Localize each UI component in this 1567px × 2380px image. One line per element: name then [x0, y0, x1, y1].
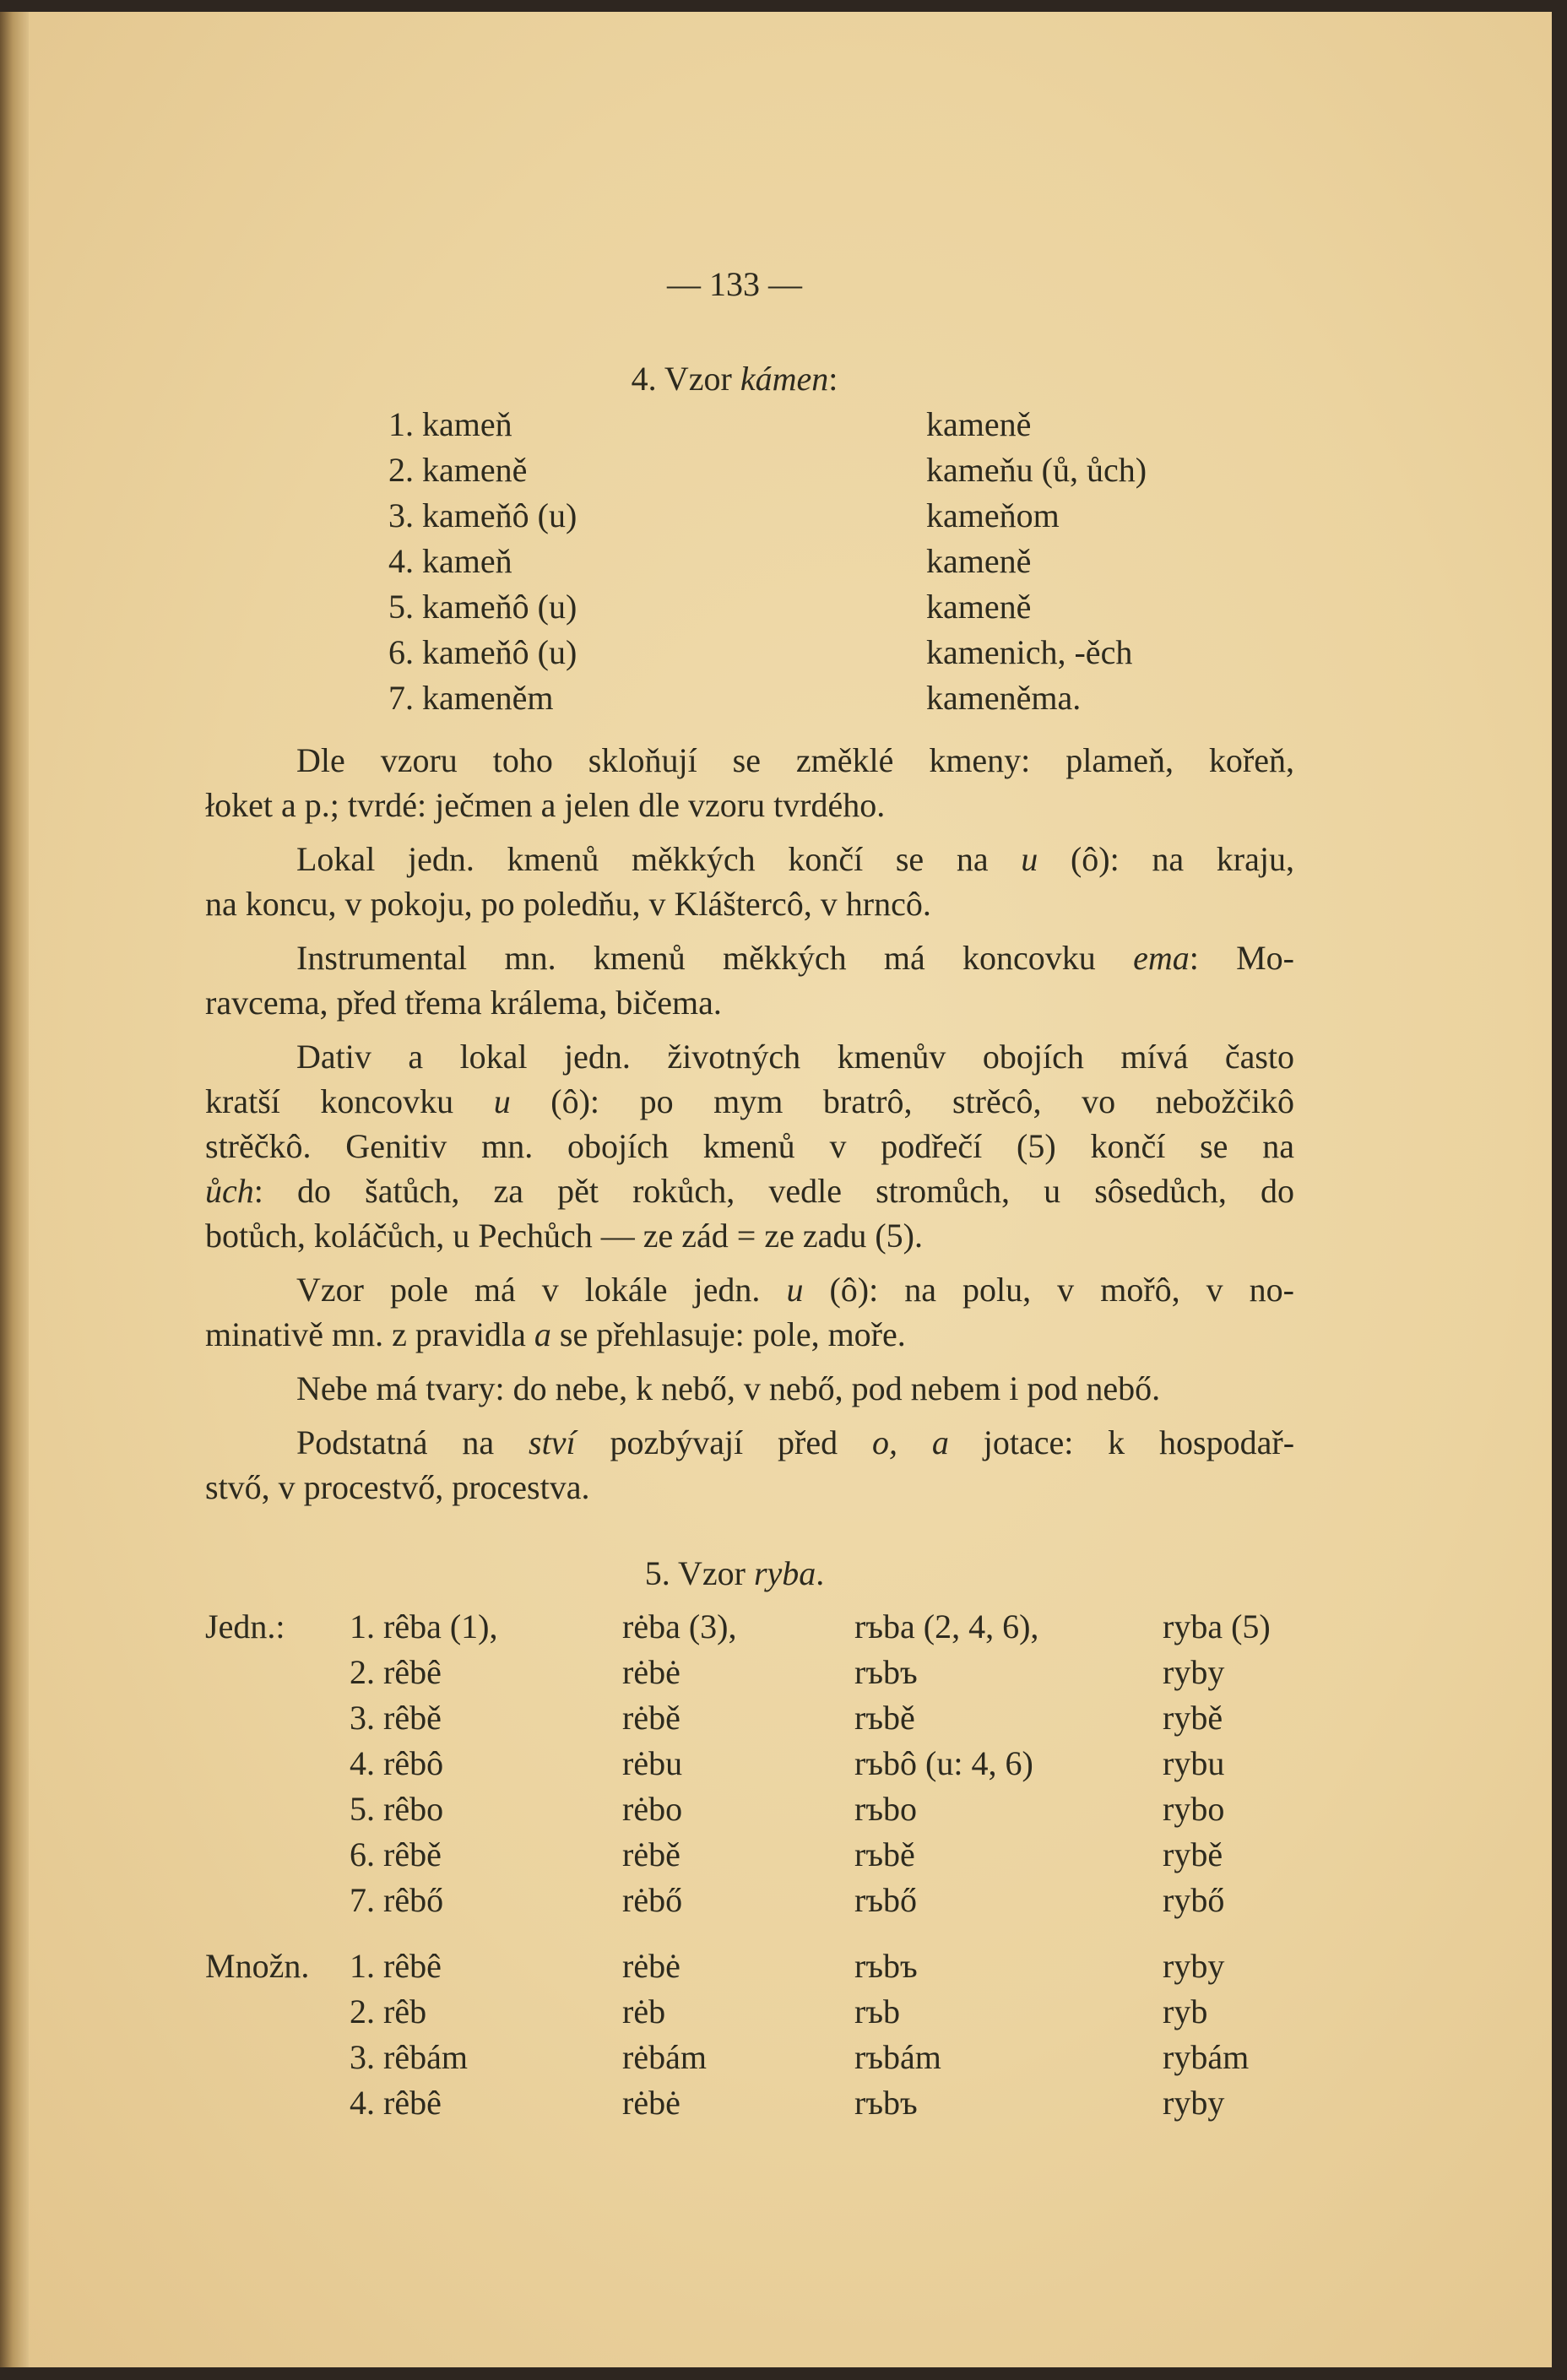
dialect-form-col-3: rъbě [854, 1699, 915, 1737]
dialect-form-col-2: rėbám [622, 2038, 707, 2076]
paragraph [205, 1366, 1294, 1411]
dialect-form-col-4: ryb [1163, 1992, 1208, 2030]
text-segment: : do šatůch, za pět rokůch, vedle stromůch, u sôsedůch, do [253, 1172, 1294, 1210]
text-segment: na koncu, v pokoju, po poledňu, v Kláštercô, v hrncô. [205, 885, 931, 923]
italic-term: ství [529, 1423, 576, 1461]
text-segment: minativě mn. z pravidla [205, 1315, 534, 1353]
dialect-form-col-2: rėb [622, 1992, 666, 2030]
dialect-form-col-3: rъbô (u: 4, 6) [854, 1744, 1033, 1782]
dialect-form-col-3: rъbъ [854, 1947, 918, 1985]
heading-prefix: 4. Vzor [631, 360, 740, 398]
dialect-form-col-1: 1. rêbê [350, 1947, 442, 1985]
paragraph [205, 837, 1294, 926]
text-line [205, 1168, 1294, 1213]
text-segment: Vzor pole má v lokále jedn. [296, 1271, 787, 1309]
text-line [205, 980, 1294, 1025]
italic-term: u [1021, 840, 1038, 878]
paragraph [205, 1267, 1294, 1357]
plural-form: kameně [926, 542, 1032, 580]
heading-word: ryba [753, 1554, 816, 1592]
singular-form: 4. kameň [388, 542, 512, 580]
text-segment: strěčkô. Genitiv mn. obojích kmenů v podřečí (5) končí se na [205, 1127, 1294, 1165]
dialect-form-col-2: rėba (3), [622, 1607, 737, 1645]
dialect-form-col-1: 3. rêbě [350, 1699, 442, 1737]
dialect-form-col-4: ryby [1163, 1653, 1225, 1691]
paragraph [205, 935, 1294, 1025]
kamen-heading [0, 356, 1469, 402]
text-line [205, 1267, 1294, 1312]
text-segment: Podstatná na [296, 1423, 529, 1461]
text-segment: kratší koncovku [205, 1082, 494, 1120]
plural-form: kameňom [926, 496, 1060, 534]
text-line [205, 1213, 1294, 1258]
text-segment: : Mo- [1189, 939, 1294, 977]
plural-form: kameňu (ů, ůch) [926, 451, 1147, 489]
singular-form: 5. kameňô (u) [388, 588, 577, 626]
text-line [205, 1312, 1294, 1357]
text-segment: (ô): na polu, v mořô, v no- [803, 1271, 1295, 1309]
italic-term: o, a [871, 1423, 949, 1461]
text-line [205, 1366, 1294, 1411]
dialect-form-col-3: rъbo [854, 1790, 918, 1828]
text-line [205, 1079, 1294, 1124]
dialect-form-col-4: rybő [1163, 1881, 1225, 1919]
dialect-form-col-3: rъbъ [854, 1653, 918, 1691]
dialect-form-col-4: rybě [1163, 1699, 1223, 1737]
dialect-form-col-2: rėbė [622, 1653, 680, 1691]
text-segment: ravcema, před třema králema, bičema. [205, 984, 722, 1022]
italic-term: u [786, 1271, 804, 1309]
text-segment: botůch, koláčůch, u Pechůch — ze zád = ze zadu (5). [205, 1217, 923, 1255]
dialect-form-col-2: rėbě [622, 1835, 680, 1873]
dialect-form-col-4: rybu [1163, 1744, 1225, 1782]
singular-form: 3. kameňô (u) [388, 496, 577, 534]
singular-form: 7. kameněm [388, 679, 554, 717]
italic-term: ema [1133, 939, 1190, 977]
plural-form: kameněma. [926, 679, 1082, 717]
text-line [205, 935, 1294, 980]
heading-suffix: . [816, 1554, 825, 1592]
text-segment: (ô): na kraju, [1038, 840, 1294, 878]
dialect-form-col-1: 2. rêbê [350, 1653, 442, 1691]
dialect-form-col-4: ryby [1163, 2084, 1225, 2122]
dialect-form-col-2: rėbu [622, 1744, 683, 1782]
dialect-form-col-4: rybo [1163, 1790, 1225, 1828]
text-segment: stvő, v procestvő, procestva. [205, 1468, 590, 1506]
dialect-form-col-4: rybě [1163, 1835, 1223, 1873]
text-segment: se přehlasuje: pole, moře. [550, 1315, 906, 1353]
text-segment: pozbývají před [575, 1423, 872, 1461]
dialect-form-col-2: rėbo [622, 1790, 683, 1828]
dialect-form-col-3: rъb [854, 1992, 901, 2030]
text-segment: Dativ a lokal jedn. životných kmenův obojích mívá často [296, 1038, 1294, 1076]
dialect-form-col-3: rъbě [854, 1835, 915, 1873]
text-segment: łoket a p.; tvrdé: ječmen a jelen dle vzoru tvrdého. [205, 786, 886, 824]
singular-form: 2. kameně [388, 451, 528, 489]
dialect-form-col-1: 7. rêbő [350, 1881, 444, 1919]
dialect-form-col-1: 4. rêbô [350, 1744, 444, 1782]
heading-prefix: 5. Vzor [644, 1554, 754, 1592]
body-text [205, 738, 1294, 1519]
dialect-form-col-4: ryba (5) [1163, 1607, 1271, 1645]
text-segment: Dle vzoru toho skloňují se změklé kmeny: plameň, kořeň, [296, 741, 1294, 779]
text-line [205, 1124, 1294, 1168]
text-segment: jotace: k hospodař- [948, 1423, 1295, 1461]
dialect-form-col-2: rėbő [622, 1881, 683, 1919]
italic-term: a [534, 1315, 551, 1353]
text-line [205, 783, 1294, 827]
dialect-form-col-2: rėbė [622, 1947, 680, 1985]
heading-word: kámen [740, 360, 829, 398]
book-page [0, 12, 1552, 2367]
text-line [205, 1465, 1294, 1510]
dialect-form-col-3: rъbám [854, 2038, 941, 2076]
plural-form: kameně [926, 405, 1032, 443]
singular-form: 6. kameňô (u) [388, 633, 577, 671]
text-line [205, 881, 1294, 926]
paragraph [205, 738, 1294, 827]
ryba-heading [0, 1551, 1469, 1597]
dialect-form-col-2: rėbě [622, 1699, 680, 1737]
dialect-form-col-2: rėbė [622, 2084, 680, 2122]
italic-term: ůch [205, 1172, 254, 1210]
heading-suffix: : [828, 360, 838, 398]
singular-form: 1. kameň [388, 405, 512, 443]
plural-form: kamenich, -ěch [926, 633, 1133, 671]
plural-form: kameně [926, 588, 1032, 626]
text-line [205, 738, 1294, 783]
text-line [205, 837, 1294, 881]
text-segment: Instrumental mn. kmenů měkkých má koncovku [296, 939, 1134, 977]
paragraph [205, 1034, 1294, 1258]
dialect-form-col-3: rъba (2, 4, 6), [854, 1607, 1039, 1645]
text-segment: Lokal jedn. kmenů měkkých končí se na [296, 840, 1022, 878]
text-segment: Nebe má tvary: do nebe, k nebő, v nebő, pod nebem i pod nebő. [296, 1369, 1161, 1407]
paragraph [205, 1420, 1294, 1510]
dialect-form-col-1: 2. rêb [350, 1992, 427, 2030]
text-line [205, 1420, 1294, 1465]
dialect-form-col-4: rybám [1163, 2038, 1250, 2076]
dialect-form-col-1: 1. rêba (1), [350, 1607, 498, 1645]
dialect-form-col-1: 5. rêbo [350, 1790, 444, 1828]
text-line [205, 1034, 1294, 1079]
number-label: Množn. [205, 1947, 310, 1985]
dialect-form-col-3: rъbъ [854, 2084, 918, 2122]
text-segment: (ô): po mym bratrô, strěcô, vo nebožčikô [510, 1082, 1294, 1120]
dialect-form-col-1: 6. rêbě [350, 1835, 442, 1873]
dialect-form-col-1: 4. rêbê [350, 2084, 442, 2122]
dialect-form-col-4: ryby [1163, 1947, 1225, 1985]
dialect-form-col-1: 3. rêbám [350, 2038, 468, 2076]
number-label: Jedn.: [205, 1607, 285, 1645]
page-number: — 133 — [667, 265, 802, 303]
dialect-form-col-3: rъbő [854, 1881, 918, 1919]
italic-term: u [493, 1082, 511, 1120]
